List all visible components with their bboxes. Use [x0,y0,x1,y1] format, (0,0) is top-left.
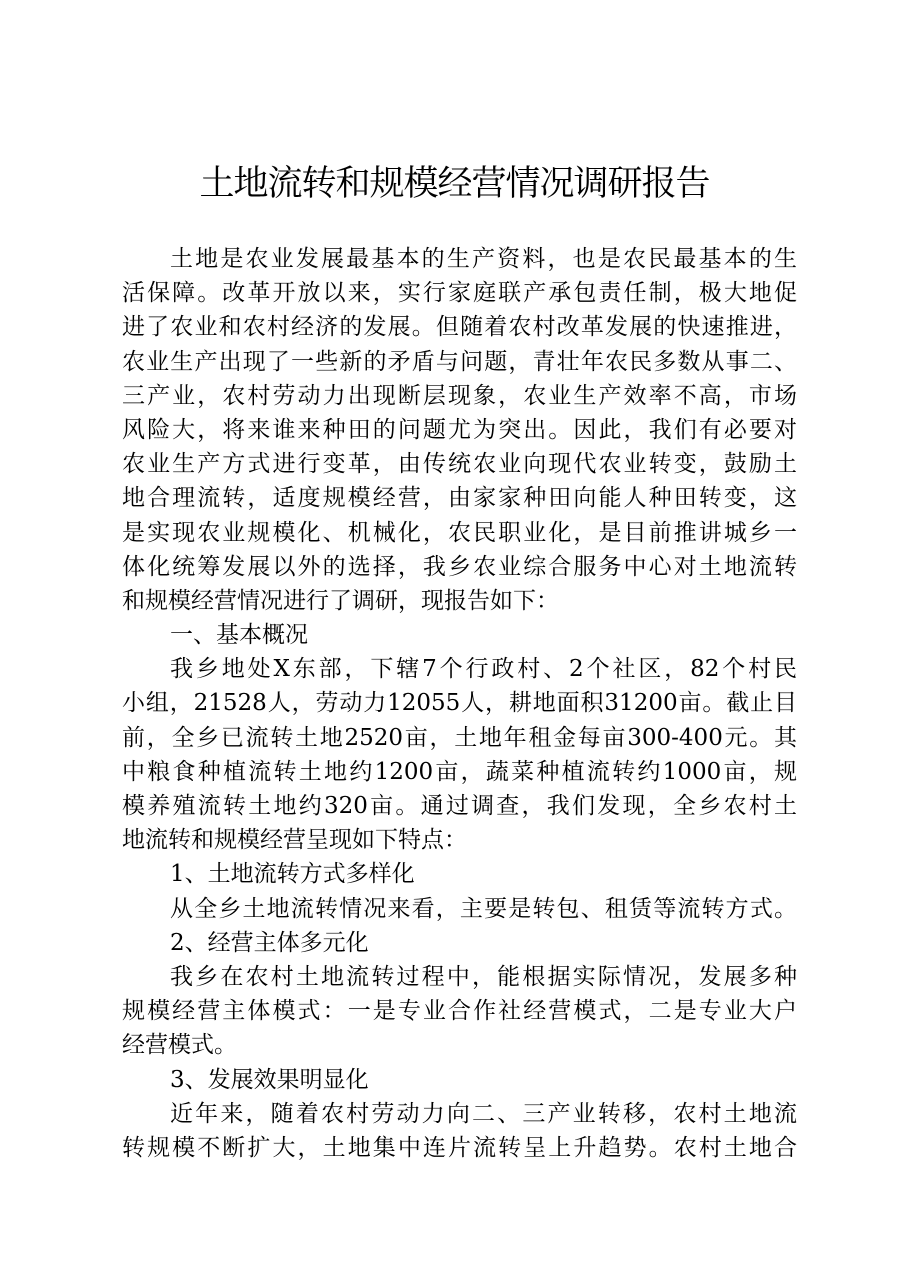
text-line: 我乡在农村土地流转过程中，能根据实际情况，发展多种 [170,963,797,990]
text-line: 进了农业和农村经济的发展。但随着农村改革发展的快速推进， [122,314,797,341]
text-line: 模养殖流转土地约320亩。通过调查，我们发现，全乡农村土 [122,793,797,819]
text-line: 地流转和规模经营呈现如下特点： [122,827,467,854]
text-line: 从全乡土地流转情况来看，主要是转包、租赁等流转方式。 [170,895,797,922]
text-line: 规模经营主体模式：一是专业合作社经营模式，二是专业大户 [122,998,797,1025]
text-line: 农业生产出现了一些新的矛盾与问题，青壮年农民多数从事二、 [122,348,797,375]
text-line: 我乡地处X东部，下辖7个行政村、2个社区，82个村民 [170,656,797,683]
text-line: 是实现农业规模化、机械化，农民职业化，是目前推讲城乡一 [122,519,797,546]
text-line: 中粮食种植流转土地约1200亩，蔬菜种植流转约1000亩，规 [122,758,797,785]
text-line: 1、土地流转方式多样化 [170,861,415,888]
text-line: 前，全乡已流转土地2520亩，土地年租金每亩300-400元。其 [122,724,797,751]
text-line: 3、发展效果明显化 [170,1066,369,1093]
text-line: 活保障。改革开放以来，实行家庭联产承包责任制，极大地促 [122,280,797,307]
text-line: 地合理流转，适度规模经营，由家家种田向能人种田转变，这 [122,485,797,512]
document-title: 土地流转和规模经营情况调研报告 [199,164,710,204]
text-line: 近年来，随着农村劳动力向二、三产业转移，农村土地流 [170,1100,797,1127]
text-line: 三产业，农村劳动力出现断层现象，农业生产效率不高，市场 [122,382,797,409]
text-line: 小组，21528人，劳动力12055人，耕地面积31200亩。截止目 [122,690,797,717]
document-body [122,242,797,1165]
text-line: 体化统筹发展以外的选择，我乡农业综合服务中心对土地流转 [122,553,797,580]
text-line: 风险大，将来谁来种田的问题尤为突出。因此，我们有必要对 [122,416,797,443]
text-line: 经营模式。 [122,1032,237,1059]
text-line: 土地是农业发展最基本的生产资料，也是农民最基本的生 [170,246,797,272]
text-line: 2、经营主体多元化 [170,929,369,956]
text-line: 转规模不断扩大，土地集中连片流转呈上升趋势。农村土地合 [122,1134,797,1161]
text-line: 农业生产方式进行变革，由传统农业向现代农业转变，鼓励土 [122,451,797,478]
text-line: 和规模经营情况进行了调研，现报告如下： [122,587,559,614]
text-line: 一、基本概况 [170,622,308,649]
